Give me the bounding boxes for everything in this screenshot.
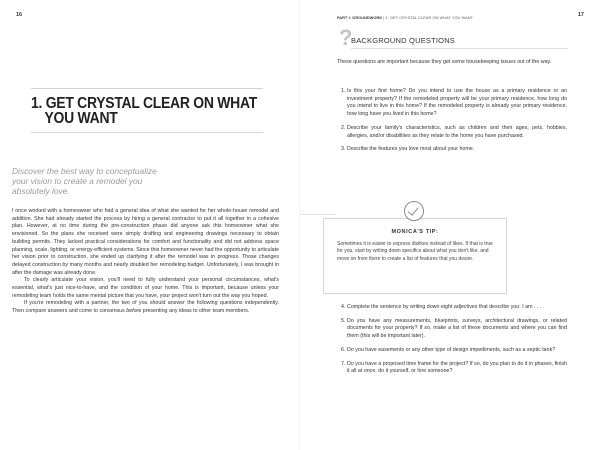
item-number: 5. [341, 317, 346, 324]
list-item [337, 347, 567, 355]
running-head [337, 16, 473, 20]
chapter-title-line2: YOU WANT [44, 110, 118, 127]
checkmark-circle-icon [404, 201, 424, 221]
chapter-title [31, 96, 263, 126]
list-item [337, 304, 567, 312]
item-text: Do you have a proposed time frame for the project? If so, do you plan to do it in phases, finish it all at once, do it yourself, or hire someone? [347, 360, 567, 375]
item-number: 2. [341, 124, 346, 131]
chapter-title-line1: 1. GET CRYSTAL CLEAR ON WHAT [31, 95, 257, 112]
item-text: Describe the features you love most about your home. [347, 146, 475, 153]
list-item [337, 361, 567, 376]
section-title: BACKGROUND QUESTIONS [351, 36, 568, 49]
list-item [337, 146, 567, 154]
item-number: 6. [341, 346, 346, 353]
left-body-text [12, 208, 279, 316]
paragraph [12, 300, 279, 315]
list-item [337, 125, 567, 140]
page-number-right: 17 [577, 12, 584, 18]
question-list [337, 88, 567, 160]
question-list [337, 304, 567, 382]
tip-title: MONICA'S TIP: [391, 229, 439, 235]
item-text: Is this your first home? Do you intend to use the house as a primary residence or an investment property? If the remodeled property will be your primary residence, how long do you intend to live in this home? If the remodeled property is already your primary residence, how long have you lived in this home? [347, 88, 567, 118]
tip-divider [300, 214, 336, 215]
running-head-separator: | [382, 16, 386, 20]
running-head-part: PART I: GROUNDWORK [337, 16, 383, 20]
paragraph: To clearly articulate your vision, you'll need to fully understand your personal circumstances, what's essential, what's just nice-to-have, and the condition of your home. This is important, because unless your remodeling team holds the same mental picture that you have, your project won't turn out the way you hoped. [12, 277, 279, 299]
chapter-heading [31, 88, 263, 133]
section-intro: These questions are important because they get some housekeeping issues out of the way. [337, 59, 552, 65]
item-text: Complete the sentence by writing down eight adjectives that describe you: I am . . . [347, 304, 542, 310]
item-number: 4. [341, 304, 346, 310]
right-page [300, 0, 600, 450]
tip-box [323, 218, 507, 294]
paragraph: I once worked with a homeowner who had a general idea of what she wanted for her whole-house remodel and addition. She had already started the process by hiring a general contractor to put it all together in a cohesive plan. However, at no time during the pre-construction phase did anyone ask this homeowner what she envisioned. So the plans she received were simply drafting and engineering drawings necessary to obtain building permits. They lacked practical considerations for comfort and functionality and did not address space planning, scale, lighting, or energy-efficient systems. Since this homeowner never had the opportunity to articulate her vision prior to construction, she ended up clarifying it after the remodel was in progress. Those changes delayed construction by many months and nearly doubled her remodeling budget. Unfortunately, I was brought in after the damage was already done. [12, 208, 279, 276]
item-number: 1. [341, 88, 346, 94]
item-number: 3. [341, 146, 346, 153]
item-number: 7. [341, 360, 346, 367]
item-text: Describe your family's characteristics, such as children and their ages, pets, hobbies, allergies, and/or disabilities as they relate to the home you have purchased. [347, 124, 567, 139]
chapter-tagline: Discover the best way to conceptualize your vision to create a remodel you absolutely love. [12, 166, 157, 196]
tip-body: Sometimes it is easier to express dislikes instead of likes. If that is true for you, start by writing down specifics about what you don't like, and move on from there to create a list of features that you desire. [337, 241, 493, 262]
running-head-chapter: 1. GET CRYSTAL CLEAR ON WHAT YOU WANT [385, 16, 473, 20]
item-text: Do you have any measurements, blueprints, surveys, architectural drawings, or related documents for your property? If so, make a list of these documents and where you can find them (this will be important later). [347, 317, 567, 340]
page-number-left: 16 [16, 12, 23, 18]
list-item [337, 318, 567, 341]
paragraph-text: presenting any ideas to other team members. [141, 308, 250, 315]
list-item [337, 88, 567, 119]
emphasis-text: before [126, 308, 142, 315]
question-mark-icon: ? [339, 25, 353, 50]
item-text: Do you have easements or any other type of design impediments, such as a septic tank? [347, 346, 556, 353]
paragraph-text: If you're remodeling with a partner, the two of you should answer the following questions independently. Then compare answers and come to consensus [12, 300, 279, 315]
